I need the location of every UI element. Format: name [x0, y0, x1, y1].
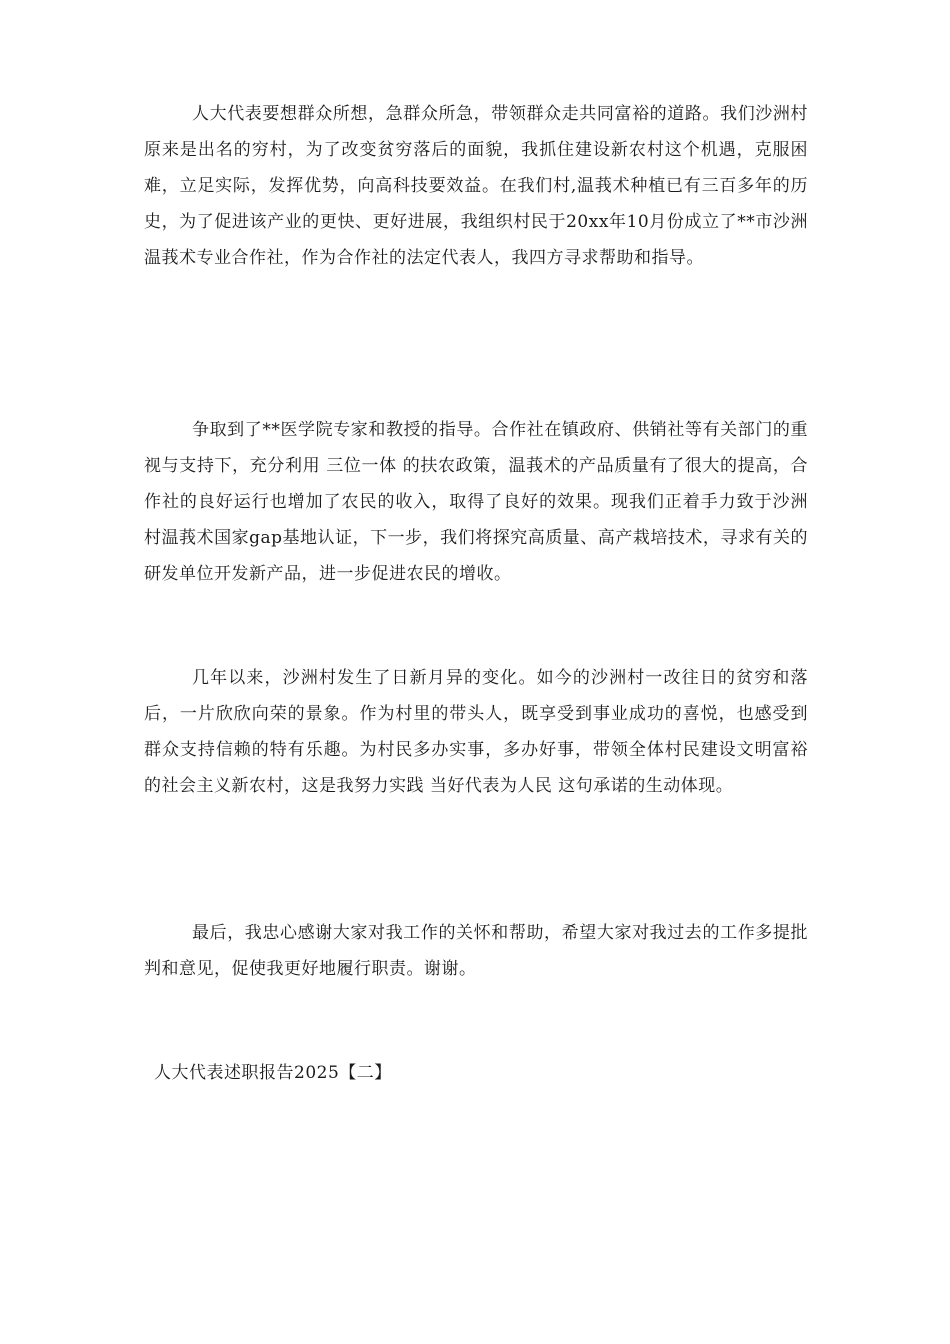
paragraph-4: 最后，我忠心感谢大家对我工作的关怀和帮助，希望大家对我过去的工作多提批判和意见，促使我更好地履行职责。谢谢。	[144, 923, 808, 979]
paragraph-1: 人大代表要想群众所想，急群众所急，带领群众走共同富裕的道路。我们沙洲村原来是出名的穷村，为了改变贫穷落后的面貌，我抓住建设新农村这个机遇，克服困难，立足实际，发挥优势，向高科技要效益。在我们村,温莪术种植已有三百多年的历史，为了促进该产业的更快、更好进展，我组织村民于20xx年10月份成立了**市沙洲温莪术专业合作社，作为合作社的法定代表人，我四方寻求帮助和指导。	[144, 104, 808, 268]
section-heading: 人大代表述职报告2025【二】	[154, 1063, 392, 1083]
paragraph-2: 争取到了**医学院专家和教授的指导。合作社在镇政府、供销社等有关部门的重视与支持下，充分利用 三位一体 的扶农政策，温莪术的产品质量有了很大的提高，合作社的良好运行也增加了农民的收入，取得了良好的效果。现我们正着手力致于沙洲村温莪术国家gap基地认证，下一步，我们将探究高质量、高产栽培技术，寻求有关的研发单位开发新产品，进一步促进农民的增收。	[144, 420, 808, 584]
paragraph-3: 几年以来，沙洲村发生了日新月异的变化。如今的沙洲村一改往日的贫穷和落后，一片欣欣向荣的景象。作为村里的带头人，既享受到事业成功的喜悦，也感受到群众支持信赖的特有乐趣。为村民多办实事，多办好事，带领全体村民建设文明富裕的社会主义新农村，这是我努力实践 当好代表为人民 这句承诺的生动体现。	[144, 668, 808, 796]
